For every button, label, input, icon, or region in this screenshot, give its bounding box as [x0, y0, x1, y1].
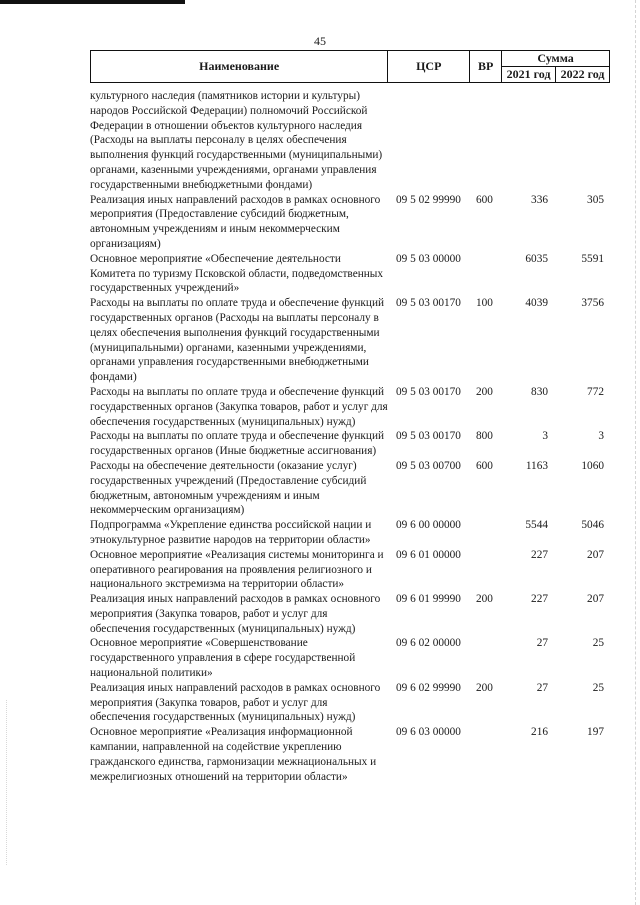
row-name: Основное мероприятие «Реализация информационной кампании, направленной на содействие укреплению гражданского единства, гармонизации межнациональных и межрелигиозных отношений на территории области»	[90, 726, 377, 783]
row-code: 09 5 02 99990	[396, 193, 461, 206]
row-vr: 200	[476, 593, 493, 606]
row-2021: 830	[531, 385, 548, 398]
row-2021: 5544	[525, 519, 548, 532]
row-2022: 207	[587, 593, 604, 606]
row-vr: 800	[476, 430, 493, 443]
row-2022: 3756	[581, 297, 604, 310]
table-row	[90, 636, 610, 680]
row-2021: 216	[531, 726, 548, 739]
table-row	[90, 459, 610, 518]
table-row	[90, 725, 610, 784]
row-code: 09 6 00 00000	[396, 519, 461, 532]
row-name: культурного наследия (памятников истории и культуры) народов Российской Федерации) полномочий Российской Федерации в отношении объектов культурного наследия (Расходы на выплаты персоналу в целях обеспечения выполнения функций государственными (муниципальными) органами, казенными учреждениями, органами управления государственными внебюджетными фондами)	[90, 90, 383, 191]
row-2022: 5046	[581, 519, 604, 532]
table-row	[90, 252, 610, 296]
table-body	[90, 89, 610, 784]
header-2021: 2021 год	[502, 67, 556, 83]
row-code: 09 5 03 00170	[396, 430, 461, 443]
row-2022: 305	[587, 193, 604, 206]
row-name: Реализация иных направлений расходов в рамках основного мероприятия (Предоставление субсидий бюджетным, автономным учреждениям и иным некоммерческим организациям)	[90, 193, 381, 250]
row-vr: 200	[476, 385, 493, 398]
row-code: 09 6 03 00000	[396, 726, 461, 739]
row-2022: 207	[587, 548, 604, 561]
row-2021: 336	[531, 193, 548, 206]
table-row	[90, 193, 610, 252]
table-header	[90, 50, 610, 83]
row-name: Основное мероприятие «Обеспечение деятельности Комитета по туризму Псковской области, подведомственных государственных учреждений»	[90, 252, 384, 295]
scan-edge-left	[6, 700, 7, 865]
scan-edge-mark	[0, 0, 185, 4]
row-2021: 27	[536, 681, 548, 694]
row-vr: 200	[476, 681, 493, 694]
header-sum: Сумма	[502, 51, 610, 67]
row-name: Реализация иных направлений расходов в рамках основного мероприятия (Закупка товаров, работ и услуг для обеспечения государственных (муниципальных) нужд)	[90, 681, 381, 724]
row-2022: 25	[592, 681, 604, 694]
row-vr: 100	[476, 297, 493, 310]
row-vr: 600	[476, 459, 493, 472]
row-2021: 3	[542, 430, 548, 443]
row-2021: 4039	[525, 297, 548, 310]
row-name: Реализация иных направлений расходов в рамках основного мероприятия (Закупка товаров, работ и услуг для обеспечения государственных (муниципальных) нужд)	[90, 593, 381, 635]
row-name: Расходы на обеспечение деятельности (оказание услуг) государственных учреждений (Предоставление субсидий бюджетным, автономным учреждениям и иным некоммерческим организациям)	[90, 459, 367, 517]
row-2021: 1163	[525, 459, 548, 472]
row-code: 09 5 03 00000	[396, 252, 461, 265]
row-vr: 600	[476, 193, 493, 206]
header-vr: ВР	[470, 51, 502, 83]
row-2021: 227	[531, 593, 548, 606]
row-code: 09 6 02 00000	[396, 637, 461, 650]
table-row	[90, 296, 610, 385]
header-name: Наименование	[91, 51, 388, 83]
row-2022: 772	[587, 385, 604, 398]
table-row	[90, 385, 610, 429]
table-row	[90, 592, 610, 636]
row-2022: 1060	[581, 459, 604, 472]
row-code: 09 5 03 00170	[396, 297, 461, 310]
page-number: 45	[314, 34, 326, 48]
row-2022: 3	[598, 430, 604, 443]
row-name: Расходы на выплаты по оплате труда и обеспечение функций государственных органов (Закупка товаров, работ и услуг для обеспечения государственных (муниципальных) нужд)	[90, 385, 388, 428]
row-name: Основное мероприятие «Совершенствование государственного управления в сфере государственной национальной политики»	[90, 637, 356, 680]
row-2022: 197	[587, 726, 604, 739]
row-code: 09 6 01 99990	[396, 593, 461, 606]
row-2021: 227	[531, 548, 548, 561]
row-code: 09 6 02 99990	[396, 681, 461, 694]
row-code: 09 5 03 00700	[396, 459, 461, 472]
row-code: 09 5 03 00170	[396, 385, 461, 398]
table-row	[90, 681, 610, 725]
table-row	[90, 548, 610, 592]
row-2021: 27	[536, 637, 548, 650]
table-row	[90, 429, 610, 459]
row-2022: 5591	[581, 252, 604, 265]
row-name: Основное мероприятие «Реализация системы мониторинга и оперативного реагирования на проявления религиозного и национального экстремизма на территории области»	[90, 548, 384, 591]
row-name: Подпрограмма «Укрепление единства российской нации и этнокультурное развитие народов на территории области»	[90, 519, 372, 546]
header-tsr: ЦСР	[388, 51, 470, 83]
row-name: Расходы на выплаты по оплате труда и обеспечение функций государственных органов (Расходы на выплаты персоналу в целях обеспечения выполнения функций государственными (муниципальными) органами, казенными учреждениями, органами управления государственными внебюджетными фондами)	[90, 297, 385, 384]
row-2021: 6035	[525, 252, 548, 265]
table-row	[90, 89, 610, 193]
row-2022: 25	[592, 637, 604, 650]
header-2022: 2022 год	[556, 67, 610, 83]
table-row	[90, 518, 610, 548]
row-code: 09 6 01 00000	[396, 548, 461, 561]
scan-edge-right	[635, 0, 636, 905]
row-name: Расходы на выплаты по оплате труда и обеспечение функций государственных органов (Иные бюджетные ассигнования)	[90, 430, 385, 458]
